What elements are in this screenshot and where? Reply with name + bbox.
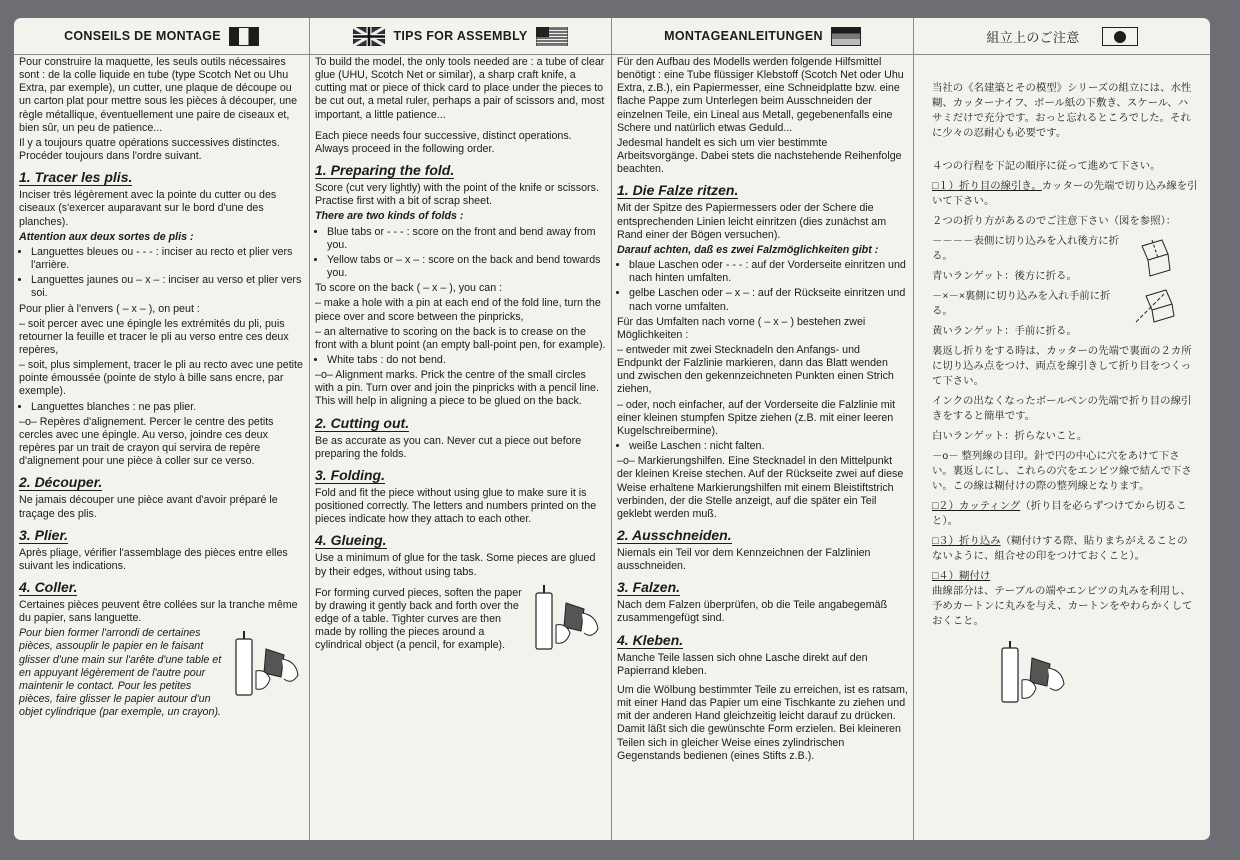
en-li1: • Blue tabs or - - - : score on the front and bend away from you. xyxy=(327,226,606,252)
en-p8: Use a minimum of glue for the task. Some pieces are glued by their edges, without using tabs. xyxy=(315,552,596,578)
de-p1: Mit der Spitze des Papiermessers oder der Schere die entsprechenden Linien leicht einritzen (dies zunächst am Rand einer der Bögen versuchen). xyxy=(617,202,887,241)
jp-heading-4: □４）糊付け xyxy=(932,571,991,582)
de-p5: –o– Markierungshilfen. Eine Stecknadel in den Mittelpunkt der kleinen Kreise stechen. Auf der Rückseite zwei auf diese Weise erhaltene Markierungshilfen mit einem Bleistiftstrich verbinden, der die Stelle anzeigt, auf die später ein Teil geklebt werden muß. xyxy=(617,455,904,520)
de-heading-3: 3. Falzen. xyxy=(617,579,681,596)
jp-p1: カッターの先端で切り込み線を引いて下さい。 xyxy=(932,181,1198,207)
fr-li1: • Languettes bleues ou - - - : inciser au recto et plier vers l'arrière. xyxy=(31,246,304,272)
fr-heading-3: 3. Plier. xyxy=(19,526,69,543)
en-p6: Be as accurate as you can. Never cut a piece out before preparing the folds. xyxy=(315,434,582,460)
en-p3: – make a hole with a pin at each end of the fold line, turn the piece over and score between the pinpricks, xyxy=(315,297,601,323)
de-p8: Manche Teile lassen sich ohne Lasche direkt auf den Papierrand kleben. xyxy=(617,651,868,677)
en-p5: –o– Alignment marks. Prick the centre of the small circles with a pin. Turn over and join the pinpricks with a pencil line. This will help in aligning a piece to be glued on the back. xyxy=(315,369,599,408)
fr-p9: Pour bien former l'arrondi de certaines pièces, assouplir le papier en le faisant glisser d'une main sur l'arête d'une table et en appuyant légèrement de l'autre pour maintenir le contact. Pour les petites pièces, faire glisser le papier autour d'un objet cylindrique (par exemple, un crayon). xyxy=(19,627,222,719)
en-p9: For forming curved pieces, soften the paper by drawing it gently back and forth over the edge of a table. Tighter curves are then made by rolling the pieces around a cylindrical object (a pencil, for example). xyxy=(315,586,522,652)
japanese-column xyxy=(914,18,1210,840)
en-heading-4: 4. Glueing. xyxy=(315,532,387,549)
fr-li3: • Languettes blanches : ne pas plier. xyxy=(31,401,304,414)
english-title: TIPS FOR ASSEMBLY xyxy=(393,29,528,43)
en-p7: Fold and fit the piece without using glue to make sure it is positioned correctly. The letters and numbers printed on the pieces indicate how they attach to each other. xyxy=(315,486,597,526)
de-li2: • gelbe Laschen oder – x – : auf der Rückseite einritzen und nach vorne umfalten. xyxy=(629,287,908,313)
rolling-hands-illustration xyxy=(992,640,1072,706)
de-li1: • blaue Laschen oder - - - : auf der Vorderseite einritzen und nach hinten umfalten. xyxy=(629,259,908,285)
de-heading-2: 2. Ausschneiden. xyxy=(617,527,732,543)
de-p3: – entweder mit zwei Stecknadeln den Anfangs- und Endpunkt der Falzlinie markieren, dann das Blatt wenden und zwischen den gekennzeichneten Punkten einen Strich ziehen, xyxy=(617,343,894,396)
de-p7: Nach dem Falzen überprüfen, ob die Teile angabegemäß zusammengefügt sind. xyxy=(617,599,888,625)
fold-diagram-illustration xyxy=(1128,236,1198,326)
english-column xyxy=(310,18,612,840)
japan-flag-icon xyxy=(1102,27,1138,46)
de-p2: Für das Umfalten nach vorne ( – x – ) bestehen zwei Möglichkeiten : xyxy=(617,315,866,341)
japanese-body xyxy=(914,81,1210,711)
fr-heading-4: 4. Coller. xyxy=(19,579,78,595)
fr-p3: – soit percer avec une épingle les extrémités du pli, puis retourner la feuille et tracer le pli au verso entre ces deux repères, xyxy=(19,317,289,356)
en-heading-1: 1. Preparing the fold. xyxy=(315,162,455,179)
en-sub1: There are two kinds of folds : xyxy=(315,210,464,223)
japanese-header xyxy=(914,18,1210,55)
german-header xyxy=(612,18,913,55)
fr-p4: – soit, plus simplement, tracer le pli au recto avec une petite pointe émoussée (pointe de stylo à bille sans encre, par exemple). xyxy=(19,359,303,398)
rolling-hands-illustration xyxy=(526,583,606,655)
jp-p7: （糊付けする際、貼りまちがえることのないように、組合せの印をつけておくこと）。 xyxy=(932,536,1188,562)
fr-intro: Pour construire la maquette, les seuls outils nécessaires sont : de la colle liquide en tube (type Scotch Net ou Uhu Extra, par exemple), un cutter, une plaque de découpe ou un carton plat pour mettre sous les pièces à découper, une règle métallique, éventuellement une paire de ciseaux et, bien sûr, un peu de patience... xyxy=(19,56,298,134)
fr-heading-1: 1. Tracer les plis. xyxy=(19,169,133,186)
french-flag-icon xyxy=(229,27,259,46)
jp-p8: 曲線部分は、テーブルの端やエンピツの丸みを利用し、予めカートンに丸みを与え、カートンをやわらかくしておくこと。 xyxy=(932,586,1193,627)
fr-ops: Il y a toujours quatre opérations successives distinctes. Procéder toujours dans l'ordre suivant. xyxy=(19,136,280,163)
jp-sub1: ２つの折り方があるのでご注意下さい（図を参照）： xyxy=(932,216,1177,227)
assembly-sheet xyxy=(14,18,1210,840)
de-heading-1: 1. Die Falze ritzen. xyxy=(617,182,739,199)
en-p4: – an alternative to scoring on the back is to crease on the front with a blunt point (an empty ball-point pen, for example). xyxy=(315,325,606,351)
german-column xyxy=(612,18,914,840)
english-body xyxy=(310,55,611,652)
en-heading-3: 3. Folding. xyxy=(315,466,385,483)
en-p1: Score (cut very lightly) with the point of the knife or scissors. Practise first with a bit of scrap sheet. xyxy=(315,182,599,208)
jp-l1: －－－－表側に切り込みを入れ後方に折る。 xyxy=(932,236,1120,262)
french-header xyxy=(14,18,309,55)
fr-li2: • Languettes jaunes ou – x – : inciser au verso et plier vers soi. xyxy=(31,274,304,300)
en-heading-2: 2. Cutting out. xyxy=(315,414,410,431)
de-li3: • weiße Laschen : nicht falten. xyxy=(629,440,908,453)
japanese-title: 組立上のご注意 xyxy=(986,29,1080,45)
de-p6: Niemals ein Teil vor dem Kennzeichnen der Falzlinien ausschneiden. xyxy=(617,547,871,573)
de-intro: Für den Aufbau des Modells werden folgende Hilfsmittel benötigt : eine Tube flüssiger Klebstoff (Scotch Net oder Uhu Extra, z.B.), ein Papiermesser, eine Schneidplatte bzw. eine flache Pappe zum Unterlegen beim Ausschneiden der einzelnen Teile, ein Lineal aus Metall, gegebenenfalls eine Schere und natürlich etwas Geduld... xyxy=(617,56,904,134)
english-header xyxy=(310,18,611,55)
german-flag-icon xyxy=(831,27,861,46)
jp-l3: －×－×裏側に切り込みを入れ手前に折る。 xyxy=(932,291,1111,317)
jp-p6: （折り目を必らずつけてから切ること）。 xyxy=(932,501,1187,527)
fr-p1: Inciser très légèrement avec la pointe du cutter ou des ciseaux (s'exercer auparavant sur le bord d'une des planches). xyxy=(19,189,277,228)
jp-heading-2: □２）カッティング xyxy=(932,501,1021,512)
en-li3: • White tabs : do not bend. xyxy=(327,354,606,367)
french-body xyxy=(14,55,309,719)
jp-intro: 当社の《名建築とその模型》シリーズの組立には、水性糊、カッターナイフ、ボール紙の下敷き、スケール、ハサミだけで充分です。おっと忘れるところでした。それに少々の忍耐心も必要です。 xyxy=(932,83,1192,139)
jp-p3: インクの出なくなったボールペンの先端で折り目の線引きをすると簡単です。 xyxy=(932,396,1192,422)
en-ops: Each piece needs four successive, distinct operations. Always proceed in the following order. xyxy=(315,129,572,155)
fr-p7: Après pliage, vérifier l'assemblage des pièces entre elles suivant les indications. xyxy=(19,546,288,572)
jp-ops: ４つの行程を下記の順序に従って進めて下さい。 xyxy=(932,161,1161,172)
fr-sub1: Attention aux deux sortes de plis : xyxy=(19,230,194,243)
en-li2: • Yellow tabs or – x – : score on the back and bend towards you. xyxy=(327,254,606,280)
jp-l2: 青いランゲット：後方に折る。 xyxy=(932,271,1077,282)
de-p4: – oder, noch einfacher, auf der Vorderseite die Falzlinie mit einer kleinen stumpfen Spitze ziehen (z.B. mit einer leeren Kugelschreibermine). xyxy=(617,398,896,437)
de-p9: Um die Wölbung bestimmter Teile zu erreichen, ist es ratsam, mit einer Hand das Papier um eine Tischkante zu ziehen und mit der anderen Hand gleichzeitig leicht darauf zu drücken. Damit läßt sich die gewünschte Form erzielen. Bei kleineren Teilen sich in gleicher Weise eines zylindrischen Gegenstands bedienen (eines Stifts z.B.). xyxy=(617,683,908,762)
german-body xyxy=(612,55,913,763)
german-title: MONTAGEANLEITUNGEN xyxy=(664,29,823,43)
fr-p6: Ne jamais découper une pièce avant d'avoir préparé le traçage des plis. xyxy=(19,494,278,520)
rolling-hands-illustration xyxy=(226,629,304,701)
en-intro: To build the model, the only tools needed are : a tube of clear glue (UHU, Scotch Net or similar), a sharp craft knife, a cutting mat or piece of thick card to place under the pieces to be cut out, a metal ruler, perhaps a pair of scissors and, most important, a little patience... xyxy=(315,56,605,121)
fr-p2: Pour plier à l'envers ( – x – ), on peut : xyxy=(19,302,200,315)
jp-p5: －o－ 整列線の目印。針で円の中心に穴をあけて下さい。裏返しにし、これらの穴をエンピツ線で結んで下さい。この線は糊付けの際の整列線となります。 xyxy=(932,451,1192,492)
fr-p8: Certaines pièces peuvent être collées sur la tranche même du papier, sans languette. xyxy=(19,599,298,625)
de-heading-4: 4. Kleben. xyxy=(617,631,684,648)
de-ops: Jedesmal handelt es sich um vier bestimmte Arbeitsvorgänge. Dabei stets die nachstehende Reihenfolge beachten. xyxy=(617,136,902,176)
us-flag-icon xyxy=(536,27,568,46)
french-title: CONSEILS DE MONTAGE xyxy=(64,29,221,43)
jp-heading-1: □１）折り目の線引き。 xyxy=(932,181,1042,192)
french-column xyxy=(14,18,310,840)
fr-p5: –o– Repères d'alignement. Percer le centre des petits cercles avec une épingle. Au verso, joindre ces deux repères par un trait de crayon qui servira de repère d'alignement pour une pièce à coller sur ce verso. xyxy=(19,415,274,468)
en-p2: To score on the back ( – x – ), you can : xyxy=(315,282,503,295)
fr-heading-2: 2. Découper. xyxy=(19,474,103,491)
fr-fold-list xyxy=(19,246,304,301)
de-sub1: Darauf achten, daß es zwei Falzmöglichkeiten gibt : xyxy=(617,243,879,256)
uk-flag-icon xyxy=(353,27,385,46)
jp-heading-3: □３）折り込み xyxy=(932,536,1001,547)
jp-l4: 黄いランゲット：手前に折る。 xyxy=(932,326,1077,337)
jp-p4: 白いランゲット：折らないこと。 xyxy=(932,431,1088,442)
jp-p2: 裏返し折りをする時は、カッターの先端で裏面の２カ所に切り込み点をつけ、両点を線引きして折り目をつくって下さい。 xyxy=(932,346,1192,387)
